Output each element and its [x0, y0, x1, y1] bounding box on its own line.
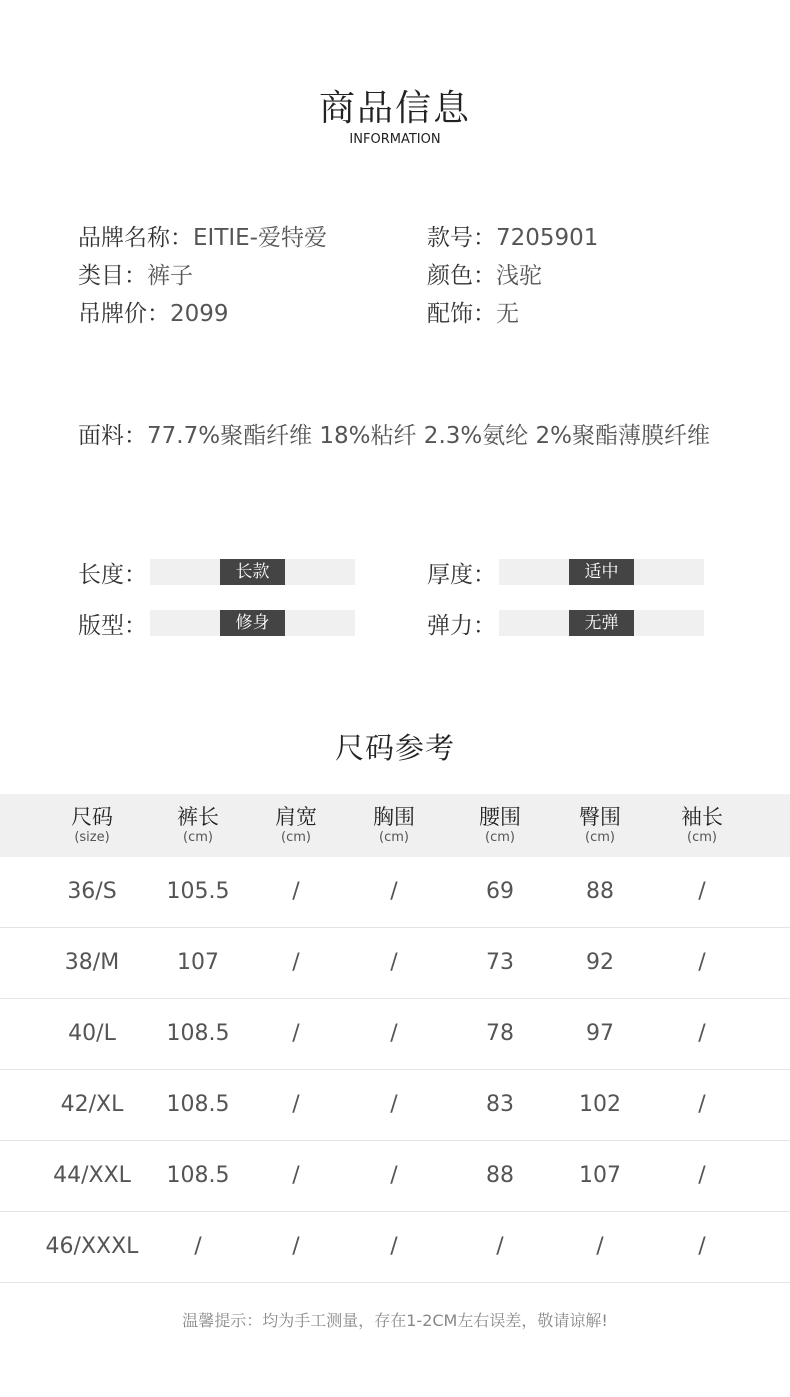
attr-label: 长度：	[78, 561, 147, 588]
header-name: 胸围	[373, 805, 415, 829]
table-cell: /	[194, 1234, 202, 1259]
table-cell: /	[292, 1163, 300, 1188]
table-cell: /	[292, 1092, 300, 1117]
table-cell: 78	[486, 1021, 514, 1046]
table-cell: 46/XXXL	[45, 1234, 139, 1259]
fabric-key: 面料：	[78, 423, 147, 449]
header-unit: (cm)	[183, 830, 213, 845]
table-cell: /	[292, 879, 300, 904]
info-row-color	[427, 257, 598, 295]
table-cell: 36/S	[67, 879, 117, 904]
attr-track	[499, 559, 704, 585]
attr-value-pill: 长款	[220, 559, 285, 585]
table-cell: /	[292, 1234, 300, 1259]
info-value: 7205901	[496, 225, 599, 251]
info-value: 裤子	[147, 263, 193, 289]
info-key: 款号：	[427, 225, 496, 251]
info-right-column	[427, 219, 598, 333]
table-cell: 73	[486, 950, 514, 975]
table-header	[0, 794, 790, 857]
section-title: 商品信息	[318, 88, 471, 129]
table-cell: 105.5	[166, 879, 230, 904]
table-cell: /	[390, 1021, 398, 1046]
table-cell: 108.5	[166, 1021, 230, 1046]
header-name: 尺码	[71, 805, 113, 829]
table-cell: 107	[579, 1163, 621, 1188]
attr-track	[499, 610, 704, 636]
table-cell: /	[698, 1163, 706, 1188]
header-unit: (cm)	[485, 830, 515, 845]
info-row-category	[78, 257, 327, 295]
header-name: 臀围	[579, 805, 621, 829]
header-unit: (cm)	[687, 830, 717, 845]
table-cell: 38/M	[64, 950, 120, 975]
attr-elasticity	[427, 609, 704, 637]
table-cell: /	[390, 950, 398, 975]
table-cell: 42/XL	[60, 1092, 124, 1117]
info-row-style-number	[427, 219, 598, 257]
attr-track	[150, 610, 355, 636]
attr-label: 厚度：	[427, 561, 496, 588]
info-value: EITIE-爱特爱	[193, 225, 327, 251]
table-row	[0, 1070, 790, 1141]
table-cell: 83	[486, 1092, 514, 1117]
header-unit: (cm)	[585, 830, 615, 845]
table-cell: /	[292, 1021, 300, 1046]
table-cell: 108.5	[166, 1092, 230, 1117]
attr-track	[150, 559, 355, 585]
table-cell: 97	[586, 1021, 614, 1046]
info-row-price	[78, 295, 327, 333]
header-name: 裤长	[177, 805, 219, 829]
info-key: 品牌名称：	[78, 225, 193, 251]
table-row	[0, 1212, 790, 1283]
section-header	[0, 86, 790, 147]
table-cell: /	[698, 1234, 706, 1259]
table-cell: 44/XXL	[53, 1163, 131, 1188]
table-cell: 40/L	[68, 1021, 116, 1046]
table-cell: 88	[486, 1163, 514, 1188]
info-row-accessory	[427, 295, 598, 333]
table-cell: /	[496, 1234, 504, 1259]
info-value: 无	[496, 301, 519, 327]
table-cell: 88	[586, 879, 614, 904]
info-value: 2099	[170, 301, 229, 327]
attr-value-pill: 适中	[569, 559, 634, 585]
info-key: 吊牌价：	[78, 301, 170, 327]
table-row	[0, 857, 790, 928]
table-row	[0, 1141, 790, 1212]
attr-label: 版型：	[78, 612, 147, 639]
table-cell: 69	[486, 879, 514, 904]
info-value: 浅驼	[496, 263, 542, 289]
attr-value-pill: 修身	[220, 610, 285, 636]
info-key: 配饰：	[427, 301, 496, 327]
table-cell: /	[390, 1234, 398, 1259]
table-cell: 102	[579, 1092, 621, 1117]
info-row-brand	[78, 219, 327, 257]
table-cell: /	[292, 950, 300, 975]
info-left-column	[78, 219, 327, 333]
header-unit: (cm)	[281, 830, 311, 845]
table-cell: /	[698, 879, 706, 904]
table-cell: /	[698, 1092, 706, 1117]
info-key: 类目：	[78, 263, 147, 289]
table-cell: /	[390, 1163, 398, 1188]
table-header-cell	[334, 804, 454, 846]
attr-length	[78, 558, 355, 586]
attr-value-pill: 无弹	[569, 610, 634, 636]
table-cell: /	[596, 1234, 604, 1259]
fabric-row	[78, 417, 710, 455]
header-name: 袖长	[681, 805, 723, 829]
table-cell: 108.5	[166, 1163, 230, 1188]
section-subtitle: INFORMATION	[349, 132, 441, 147]
measurement-note: 温馨提示：均为手工测量，存在1-2CM左右误差，敬请谅解!	[182, 1311, 608, 1330]
table-row	[0, 928, 790, 999]
attr-thickness	[427, 558, 704, 586]
table-cell: /	[390, 879, 398, 904]
info-key: 颜色：	[427, 263, 496, 289]
header-unit: (size)	[74, 830, 110, 845]
header-name: 肩宽	[275, 805, 317, 829]
table-header-cell	[32, 804, 152, 846]
table-cell: /	[390, 1092, 398, 1117]
header-name: 腰围	[479, 805, 521, 829]
size-table	[0, 794, 790, 1283]
attr-fit	[78, 609, 355, 637]
table-cell: /	[698, 1021, 706, 1046]
table-cell: /	[698, 950, 706, 975]
size-chart-title: 尺码参考	[334, 731, 455, 765]
attr-label: 弹力：	[427, 612, 496, 639]
table-cell: 107	[177, 950, 219, 975]
fabric-value: 77.7%聚酯纤维 18%粘纤 2.3%氨纶 2%聚酯薄膜纤维	[147, 423, 711, 449]
header-unit: (cm)	[379, 830, 409, 845]
table-header-cell	[642, 804, 762, 846]
table-row	[0, 999, 790, 1070]
table-cell: 92	[586, 950, 614, 975]
